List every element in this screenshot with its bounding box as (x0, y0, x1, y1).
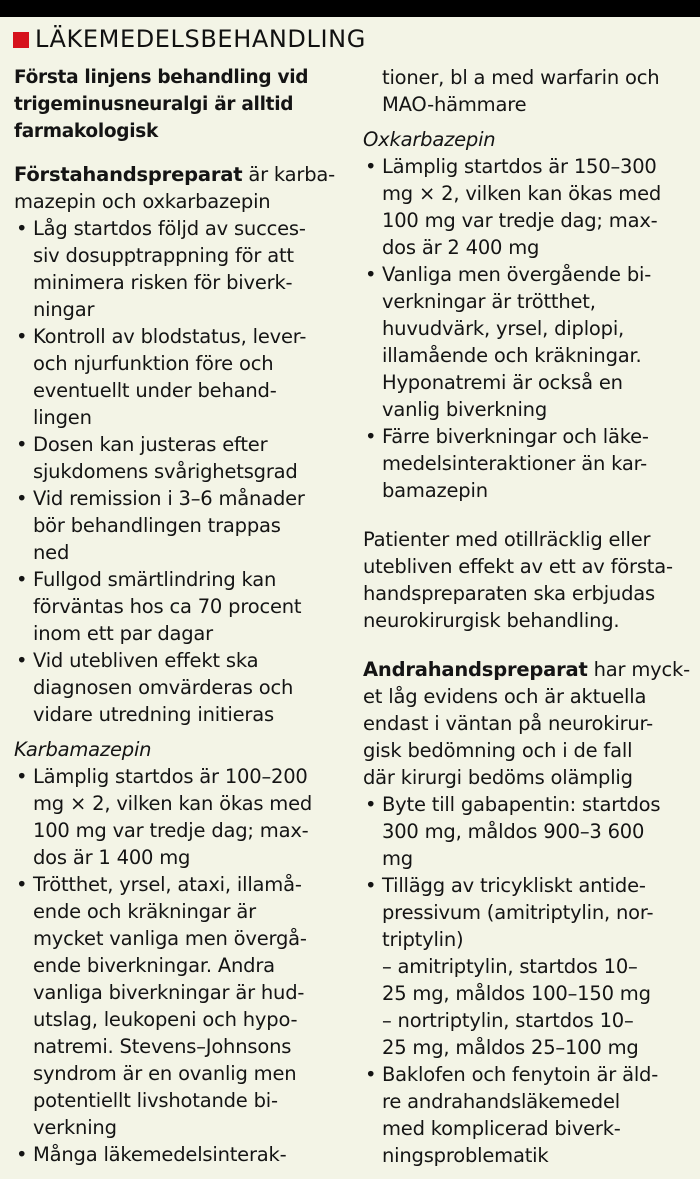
oxkarbazepin-heading: Oxkarbazepin (363, 128, 496, 151)
first-line-term: Förstahandspreparat (14, 163, 243, 186)
bullet-line: • Trötthet, yrsel, ataxi, illamå- (16, 873, 302, 896)
bullet-line: siv dosupptrappning för att (33, 244, 294, 267)
continued-line: MAO-hämmare (382, 93, 527, 116)
bullet-line: • Vid utebliven effekt ska (16, 649, 259, 672)
bullet-item (363, 153, 695, 261)
bullet-line: minimera risken för biverk- (33, 271, 293, 294)
sub-bullet-line: 25 mg, måldos 100–150 mg (382, 982, 651, 1005)
bullet-item (14, 485, 344, 566)
intro-text: är karba- (242, 163, 335, 186)
lead-line: farmakologisk (14, 121, 158, 142)
bullet-item (14, 566, 344, 647)
bullet-line: • Byte till gabapentin: startdos (365, 793, 661, 816)
paragraph-line: neurokirurgisk behandling. (363, 609, 620, 632)
bullet-dot-icon: • (16, 487, 28, 510)
section-title: LÄKEMEDELSBEHANDLING (35, 25, 366, 53)
oxkarbazepin-bullet-list (363, 153, 695, 504)
bullet-line: potentiellt livshotande bi- (33, 1089, 278, 1112)
bullet-dot-icon: • (365, 793, 377, 816)
bullet-line: • Dosen kan justeras efter (16, 433, 268, 456)
bullet-dot-icon: • (365, 874, 377, 897)
bullet-line: dos är 2 400 mg (382, 236, 540, 259)
bullet-line: triptylin) (382, 928, 464, 951)
bullet-dot-icon: • (365, 263, 377, 286)
karbamazepin-heading: Karbamazepin (14, 738, 152, 761)
bullet-line: ende biverkningar. Andra (33, 954, 275, 977)
bullet-dot-icon: • (365, 155, 377, 178)
bullet-line: Hyponatremi är också en (382, 371, 623, 394)
bullet-line: eventuellt under behand- (33, 379, 277, 402)
bullet-line: • Vanliga men övergående bi- (365, 263, 652, 286)
sub-bullet-line: – nortriptylin, startdos 10– (382, 1009, 634, 1032)
bullet-item (363, 791, 695, 872)
intro-text: där kirurgi bedöms olämplig (363, 766, 633, 789)
bullet-line: bamazepin (382, 479, 488, 502)
bullet-line: sjukdomens svårighetsgrad (33, 460, 298, 483)
left-column (14, 64, 344, 1168)
bullet-line: • Kontroll av blodstatus, lever- (16, 325, 307, 348)
bullet-line: vidare utredning initieras (33, 703, 274, 726)
bullet-line: • Färre biverkningar och läke- (365, 425, 649, 448)
intro-text: mazepin och oxkarbazepin (14, 190, 271, 213)
bullet-item (363, 423, 695, 504)
bullet-line: ningsproblematik (382, 1144, 549, 1167)
bullet-dot-icon: • (16, 873, 28, 896)
bullet-item (14, 323, 344, 431)
bullet-dot-icon: • (365, 1063, 377, 1086)
bullet-line: vanlig biverkning (382, 398, 548, 421)
bullet-item (14, 215, 344, 323)
bullet-line: • Baklofen och fenytoin är äld- (365, 1063, 659, 1086)
bullet-line: mg × 2, vilken kan ökas med (33, 792, 313, 815)
paragraph-line: Patienter med otillräcklig eller (363, 528, 651, 551)
intro-text: et låg evidens och är aktuella (363, 685, 647, 708)
paragraph-line: handspreparaten ska erbjudas (363, 582, 655, 605)
bullet-line: illamående och kräkningar. (382, 344, 642, 367)
bullet-item (14, 431, 344, 485)
bullet-item (14, 763, 344, 871)
bullet-line: och njurfunktion före och (33, 352, 274, 375)
bullet-item (14, 647, 344, 728)
bullet-dot-icon: • (365, 425, 377, 448)
bullet-line: mg (382, 847, 413, 870)
bullet-item (14, 871, 344, 1141)
intro-text: gisk bedömning och i de fall (363, 739, 633, 762)
bullet-dot-icon: • (16, 765, 28, 788)
bullet-line: • Tillägg av tricykliskt antide- (365, 874, 646, 897)
bullet-line: pressivum (amitriptylin, nor- (382, 901, 654, 924)
bullet-line: vanliga biverkningar är hud- (33, 981, 305, 1004)
bullet-line: lingen (33, 406, 92, 429)
first-line-intro (14, 161, 344, 215)
bullet-line: 100 mg var tredje dag; max- (382, 209, 658, 232)
bullet-item (363, 872, 695, 1061)
bullet-line: inom ett par dagar (33, 622, 214, 645)
bullet-line: • Lämplig startdos är 150–300 (365, 155, 657, 178)
bullet-line: ned (33, 541, 70, 564)
bullet-item (363, 1061, 695, 1169)
bullet-line: • Lämplig startdos är 100–200 (16, 765, 308, 788)
bullet-line: re andrahandsläkemedel (382, 1090, 620, 1113)
bullet-item (14, 1141, 344, 1168)
bullet-line: utslag, leukopeni och hypo- (33, 1008, 298, 1031)
bullet-item (363, 261, 695, 423)
second-line-bullet-list (363, 791, 695, 1169)
bullet-line: dos är 1 400 mg (33, 846, 191, 869)
second-line-term: Andrahandspreparat (363, 658, 588, 681)
bullet-dot-icon: • (16, 217, 28, 240)
bullet-line: verkningar är trötthet, (382, 290, 596, 313)
continued-line: tioner, bl a med warfarin och (382, 66, 660, 89)
sub-bullet-line: 25 mg, måldos 25–100 mg (382, 1036, 639, 1059)
top-black-bar (0, 0, 700, 17)
paragraph-line: utebliven effekt av ett av första- (363, 555, 673, 578)
surgery-paragraph (363, 526, 695, 634)
lead-line: trigeminusneuralgi är alltid (14, 94, 294, 115)
bullet-line: mg × 2, vilken kan ökas med (382, 182, 662, 205)
bullet-line: verkning (33, 1116, 117, 1139)
intro-text: endast i väntan på neurokirur- (363, 712, 653, 735)
bullet-dot-icon: • (16, 568, 28, 591)
bullet-line: • Låg startdos följd av succes- (16, 217, 306, 240)
bullet-line: medelsinteraktioner än kar- (382, 452, 648, 475)
lead-paragraph (14, 64, 344, 145)
bullet-line: mycket vanliga men övergå- (33, 927, 307, 950)
bullet-line: • Fullgod smärtlindring kan (16, 568, 277, 591)
bullet-line: med komplicerad biverk- (382, 1117, 621, 1140)
bullet-line: förväntas hos ca 70 procent (33, 595, 302, 618)
karbamazepin-bullet-list (14, 763, 344, 1168)
bullet-line: • Vid remission i 3–6 månader (16, 487, 305, 510)
bullet-line: 300 mg, måldos 900–3 600 (382, 820, 645, 843)
right-column (363, 64, 695, 1169)
bullet-dot-icon: • (16, 649, 28, 672)
lead-line: Första linjens behandling vid (14, 67, 309, 88)
bullet-line: syndrom är en ovanlig men (33, 1062, 297, 1085)
second-line-intro (363, 656, 695, 791)
bullet-dot-icon: • (16, 325, 28, 348)
intro-text: har myck- (587, 658, 690, 681)
bullet-line: bör behandlingen trappas (33, 514, 281, 537)
bullet-dot-icon: • (16, 433, 28, 456)
general-bullet-list (14, 215, 344, 728)
bullet-line: huvudvärk, yrsel, diplopi, (382, 317, 625, 340)
section-header (13, 22, 366, 56)
bullet-dot-icon: • (16, 1143, 28, 1166)
bullet-line: ningar (33, 298, 95, 321)
bullet-line: • Många läkemedelsinterak- (16, 1143, 287, 1166)
bullet-line: ende och kräkningar är (33, 900, 256, 923)
red-square-icon (13, 32, 29, 48)
bullet-line: natremi. Stevens–Johnsons (33, 1035, 292, 1058)
karbamazepin-continued (363, 64, 695, 118)
bullet-line: 100 mg var tredje dag; max- (33, 819, 309, 842)
bullet-line: diagnosen omvärderas och (33, 676, 294, 699)
sub-bullet-line: – amitriptylin, startdos 10– (382, 955, 638, 978)
